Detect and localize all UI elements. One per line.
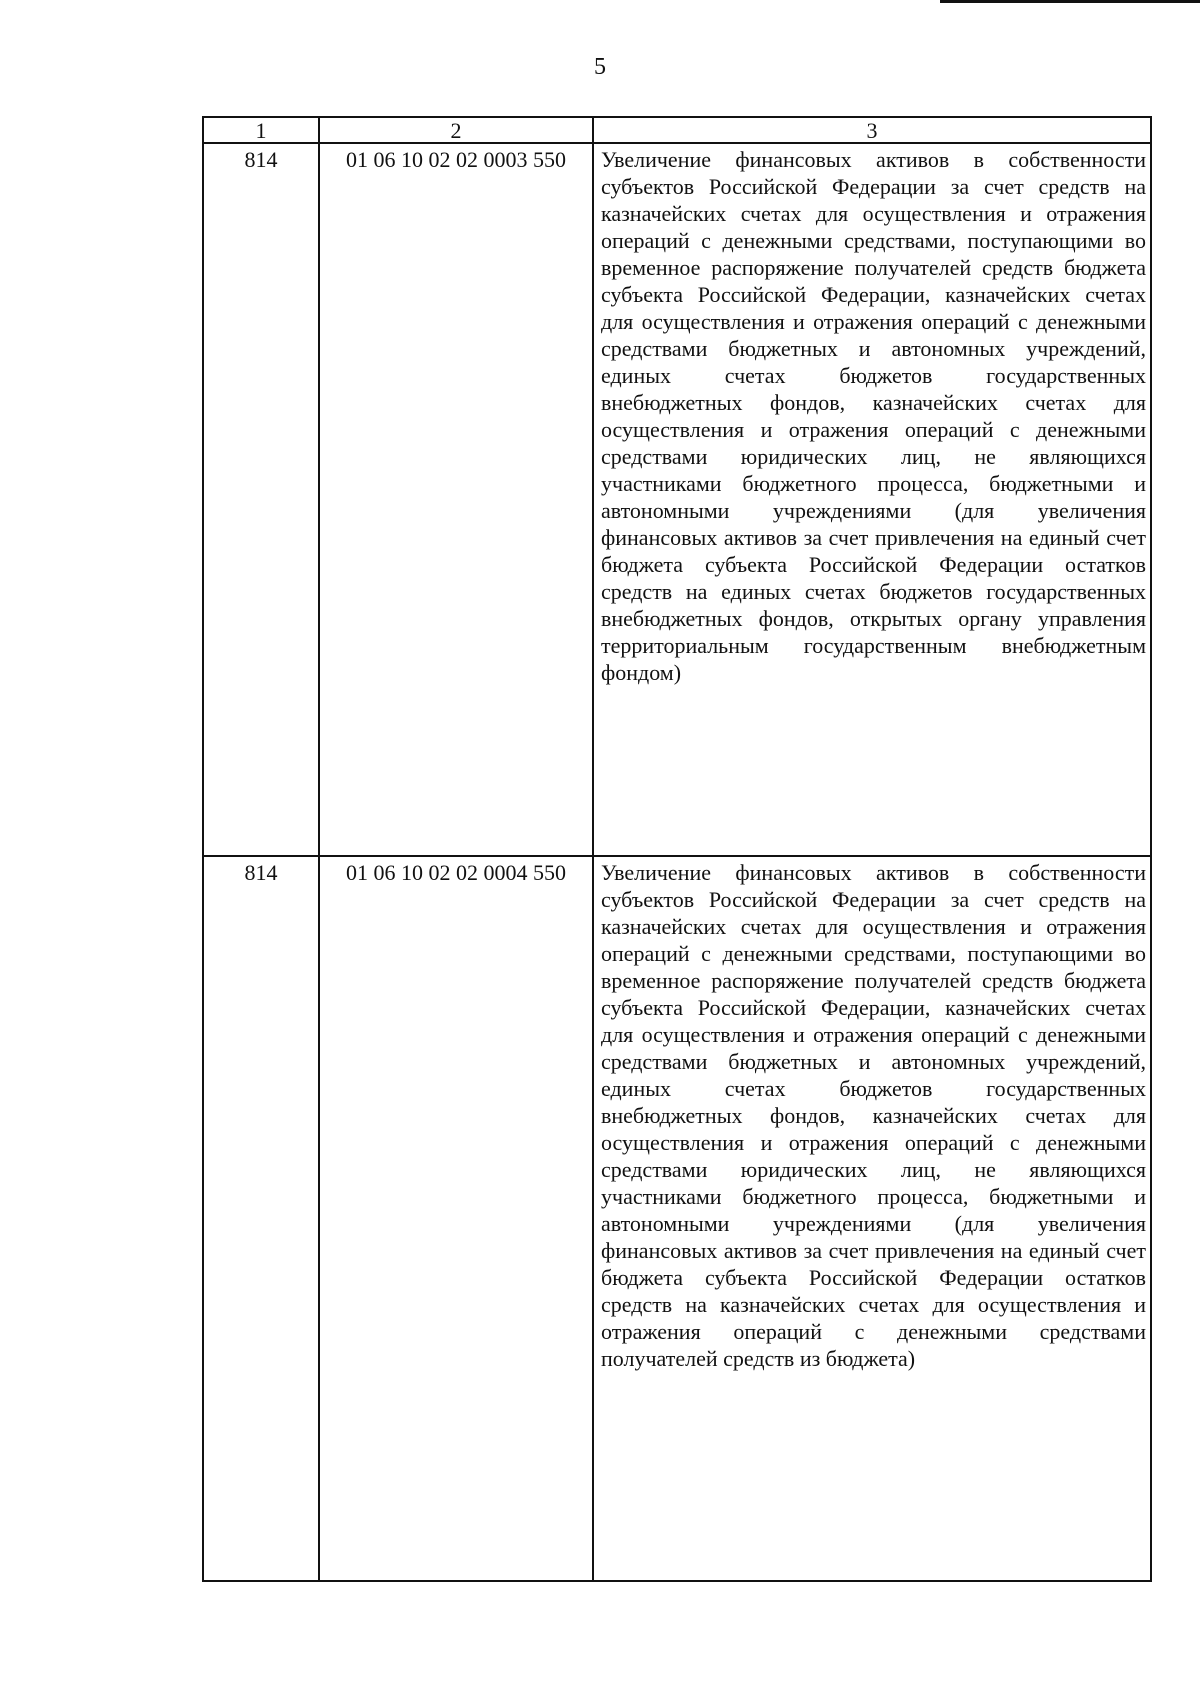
budget-code-cell: 01 06 10 02 02 0003 550 [319, 143, 593, 856]
table-row [203, 143, 1151, 856]
top-edge-rule [940, 0, 1200, 3]
description-cell: Увеличение финансовых активов в собственности субъектов Российской Федерации за счет средств на казначейских счетах для осуществления и отражения операций с денежными средствами, поступающими во временное распоряжение получателей средств бюджета субъекта Российской Федерации, казначейских счетах для осуществления и отражения операций с денежными средствами бюджетных и автономных учреждений, единых счетах бюджетов государственных внебюджетных фондов, казначейских счетах для осуществления и отражения операций с денежными средствами юридических лиц, не являющихся участниками бюджетного процесса, бюджетными и автономными учреждениями (для увеличения финансовых активов за счет привлечения на единый счет бюджета субъекта Российской Федерации остатков средств на казначейских счетах для осуществления и отражения операций с денежными средствами получателей средств из бюджета) [593, 856, 1151, 1581]
page-number: 5 [594, 54, 606, 80]
table-row [203, 856, 1151, 1581]
budget-classification-table [202, 116, 1152, 1582]
column-header-1: 1 [203, 117, 319, 143]
admin-code-cell: 814 [203, 143, 319, 856]
description-cell: Увеличение финансовых активов в собственности субъектов Российской Федерации за счет средств на казначейских счетах для осуществления и отражения операций с денежными средствами, поступающими во временное распоряжение получателей средств бюджета субъекта Российской Федерации, казначейских счетах для осуществления и отражения операций с денежными средствами бюджетных и автономных учреждений, единых счетах бюджетов государственных внебюджетных фондов, казначейских счетах для осуществления и отражения операций с денежными средствами юридических лиц, не являющихся участниками бюджетного процесса, бюджетными и автономными учреждениями (для увеличения финансовых активов за счет привлечения на единый счет бюджета субъекта Российской Федерации остатков средств на единых счетах бюджетов государственных внебюджетных фондов, открытых органу управления территориальным государственным внебюджетным фондом) [593, 143, 1151, 856]
admin-code-cell: 814 [203, 856, 319, 1581]
column-header-2: 2 [319, 117, 593, 143]
budget-code-cell: 01 06 10 02 02 0004 550 [319, 856, 593, 1581]
table-header-row [203, 117, 1151, 143]
column-header-3: 3 [593, 117, 1151, 143]
